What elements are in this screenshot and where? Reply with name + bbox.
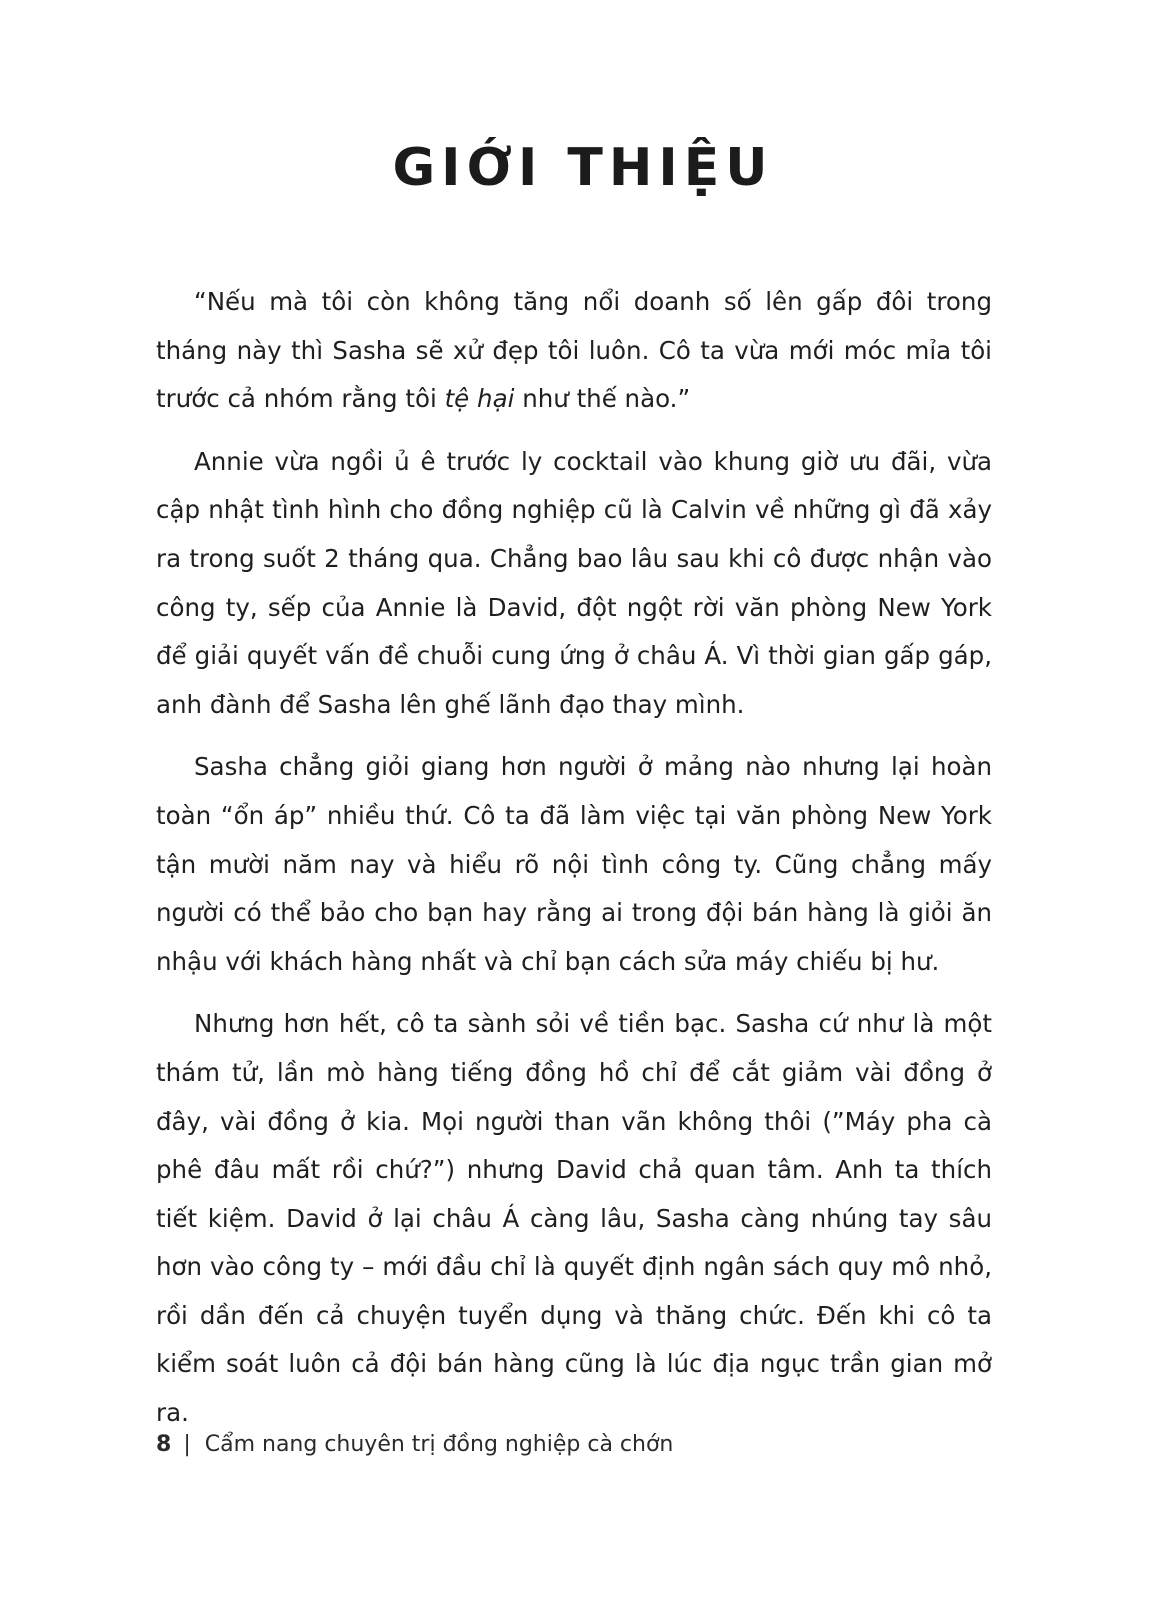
footer-separator: |	[183, 1432, 191, 1457]
page-title: GIỚI THIỆU	[392, 138, 774, 198]
paragraph-1-text-before: “Nếu mà tôi còn không tăng nổi doanh số lên gấp đôi trong tháng này thì Sasha sẽ xử đẹp tôi luôn. Cô ta vừa mới móc mỉa tôi trước cả nhóm rằng tôi	[156, 287, 992, 414]
paragraph-4: Nhưng hơn hết, cô ta sành sỏi về tiền bạc. Sasha cứ như là một thám tử, lần mò hàng tiếng đồng hồ chỉ để cắt giảm vài đồng ở đây, vài đồng ở kia. Mọi người than vãn không thôi (”Máy pha cà phê đâu mất rồi chứ?”) nhưng David chả quan tâm. Anh ta thích tiết kiệm. David ở lại châu Á càng lâu, Sasha càng nhúng tay sâu hơn vào công ty – mới đầu chỉ là quyết định ngân sách quy mô nhỏ, rồi dần đến cả chuyện tuyển dụng và thăng chức. Đến khi cô ta kiểm soát luôn cả đội bán hàng cũng là lúc địa ngục trần gian mở ra.	[156, 1009, 992, 1428]
paragraph-1-emphasis: tệ hại	[444, 384, 515, 414]
paragraph-1-text-after: như thế nào.”	[514, 384, 691, 414]
body-text	[156, 278, 992, 1452]
page-footer	[156, 1432, 673, 1457]
paragraph-2: Annie vừa ngồi ủ ê trước ly cocktail vào khung giờ ưu đãi, vừa cập nhật tình hình cho đồng nghiệp cũ là Calvin về những gì đã xảy ra trong suốt 2 tháng qua. Chẳng bao lâu sau khi cô được nhận vào công ty, sếp của Annie là David, đột ngột rời văn phòng New York để giải quyết vấn đề chuỗi cung ứng ở châu Á. Vì thời gian gấp gáp, anh đành để Sasha lên ghế lãnh đạo thay mình.	[156, 446, 992, 719]
paragraph-3: Sasha chẳng giỏi giang hơn người ở mảng nào nhưng lại hoàn toàn “ổn áp” nhiều thứ. Cô ta đã làm việc tại văn phòng New York tận mười năm nay và hiểu rõ nội tình công ty. Cũng chẳng mấy người có thể bảo cho bạn hay rằng ai trong đội bán hàng là giỏi ăn nhậu với khách hàng nhất và chỉ bạn cách sửa máy chiếu bị hư.	[156, 752, 992, 976]
paragraph-1	[156, 278, 992, 424]
page-number: 8	[156, 1432, 172, 1457]
book-title: Cẩm nang chuyên trị đồng nghiệp cà chớn	[204, 1432, 674, 1457]
